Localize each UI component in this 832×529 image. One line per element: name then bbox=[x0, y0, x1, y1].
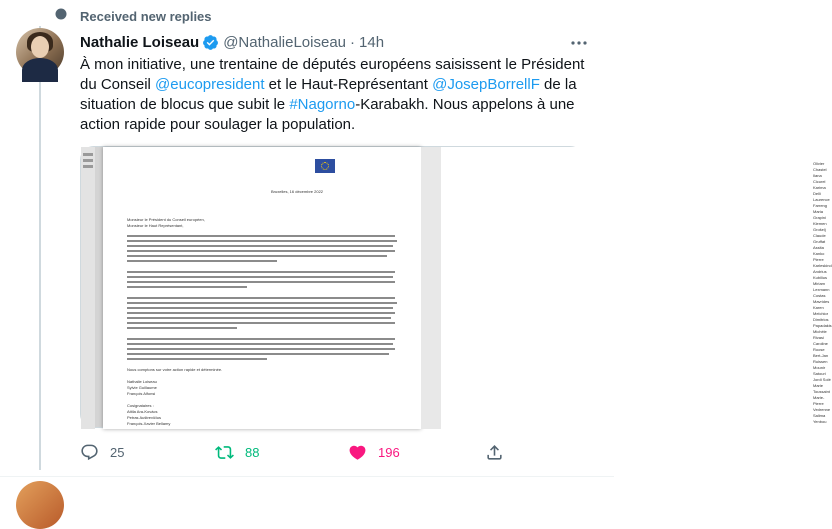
letter-closing: Nous comptons sur votre action rapide et déterminée. bbox=[127, 367, 223, 372]
speech-bubble-icon bbox=[55, 8, 67, 20]
signatory-name: Ilana Cicurel bbox=[813, 173, 826, 184]
tweet-text-line bbox=[80, 75, 580, 95]
thumbnail-strip bbox=[81, 147, 95, 429]
letter-cosignatory-1: Attila Ara-Kovács bbox=[127, 409, 158, 414]
tweet-separator bbox=[0, 476, 614, 477]
heart-icon bbox=[348, 443, 367, 462]
mention-link[interactable]: @eucopresident bbox=[155, 76, 265, 93]
letter-cosignatory-3: François-Xavier Bellamy bbox=[127, 421, 171, 426]
reply-button[interactable] bbox=[80, 443, 124, 462]
letter-cosignatories-label: Cosignataires : bbox=[127, 403, 154, 408]
letter-signatory-3: François Alfonsi bbox=[127, 391, 156, 396]
eu-flag-icon bbox=[315, 159, 335, 173]
share-icon bbox=[485, 443, 504, 462]
separator-dot: · bbox=[350, 33, 356, 51]
signatory-name: Michèle Rivasi bbox=[813, 329, 827, 340]
tweet-text-line bbox=[80, 95, 580, 115]
signatory-name: Pierre Karleskind bbox=[813, 257, 832, 268]
tweet-text-segment: situation de blocus que subit le bbox=[80, 96, 290, 113]
tweet-text-segment: À mon initiative, une trentaine de députés européens saisissent le Président bbox=[80, 56, 585, 73]
like-button[interactable] bbox=[348, 443, 400, 462]
hashtag-link[interactable]: #Nagorno bbox=[289, 96, 356, 113]
share-button[interactable] bbox=[485, 443, 515, 462]
retweet-icon bbox=[215, 443, 234, 462]
author-handle[interactable]: @NathalieLoiseau bbox=[223, 33, 347, 51]
signatory-name: Costas Mavrides bbox=[813, 293, 830, 304]
letter-date: Bruxelles, 16 décembre 2022 bbox=[271, 189, 324, 194]
signatory-name: Caroline Roose bbox=[813, 341, 828, 352]
tweet-text bbox=[80, 55, 585, 135]
tweet-text-line bbox=[80, 55, 585, 75]
tweet-actions bbox=[80, 443, 590, 463]
tweet-header bbox=[80, 32, 384, 52]
signatories-list bbox=[813, 161, 832, 425]
attached-document-image[interactable] bbox=[80, 146, 832, 428]
signatory-name: Karima Delli bbox=[813, 185, 826, 196]
signatory-name: Jordi Solé bbox=[813, 377, 831, 382]
letter-signatory-2: Sylvie Guillaume bbox=[127, 385, 157, 390]
signatory-name: Andrius Kubilius bbox=[813, 269, 828, 280]
signatory-name: Klemen Grošelj bbox=[813, 221, 827, 232]
tweet-text-segment: action rapide pour soulager la population. bbox=[80, 116, 356, 133]
tweet-text-segment: -Karabakh. Nous appelons à une bbox=[355, 96, 575, 113]
tweet-text-line bbox=[80, 115, 580, 135]
signatory-name: Laurence Farreng bbox=[813, 197, 830, 208]
page-gutter bbox=[421, 147, 441, 429]
like-count: 196 bbox=[378, 445, 400, 460]
signatory-name: Dimitrios Papadakis bbox=[813, 317, 832, 328]
mention-link[interactable]: @JosepBorrellF bbox=[432, 76, 540, 93]
next-tweet-avatar[interactable] bbox=[16, 481, 64, 529]
tweet-text-segment: de la bbox=[539, 76, 577, 93]
reply-count: 25 bbox=[110, 445, 125, 460]
tweet-timestamp[interactable]: 14h bbox=[359, 33, 385, 51]
letter-salutation-1: Monsieur le Président du Conseil européen, bbox=[127, 217, 205, 222]
signatory-name: Miriam Lexmann bbox=[813, 281, 830, 292]
verified-badge-icon bbox=[202, 34, 219, 51]
tweet-text-segment: du Conseil bbox=[80, 76, 156, 93]
letter-cosignatory-2: Petras Auštrevičius bbox=[127, 415, 162, 420]
signatory-name: Mounir Satouri bbox=[813, 365, 826, 376]
signatory-name: Claude Gruffat bbox=[813, 233, 826, 244]
signatory-name: Marie Toussaint bbox=[813, 383, 830, 394]
tweet-text-segment: et le Haut-Représentant bbox=[264, 76, 433, 93]
signatory-name: Salima Yenbou bbox=[813, 413, 827, 424]
signatory-name: Karen Melchior bbox=[813, 305, 829, 316]
display-name[interactable]: Nathalie Loiseau bbox=[80, 33, 200, 51]
signatory-name: Bert-Jan Ruissen bbox=[813, 353, 829, 364]
context-label: Received new replies bbox=[80, 9, 212, 24]
avatar[interactable] bbox=[16, 28, 64, 76]
signatory-name: Assita Kanko bbox=[813, 245, 825, 256]
more-options-icon[interactable] bbox=[570, 35, 588, 51]
signatory-name: Olivier Chastel bbox=[813, 161, 827, 172]
signatories-page bbox=[441, 147, 832, 429]
signatory-name: Marie-Pierre Vedrenne bbox=[813, 395, 831, 412]
thread-line bbox=[39, 26, 41, 470]
reply-icon bbox=[80, 443, 99, 462]
letter-page bbox=[103, 147, 421, 429]
retweet-count: 88 bbox=[245, 445, 260, 460]
letter-salutation-2: Monsieur le Haut Représentant, bbox=[127, 223, 184, 228]
retweet-button[interactable] bbox=[215, 443, 259, 462]
letter-signatory-1: Nathalie Loiseau bbox=[127, 379, 157, 384]
signatory-name: Maria Grapini bbox=[813, 209, 826, 220]
